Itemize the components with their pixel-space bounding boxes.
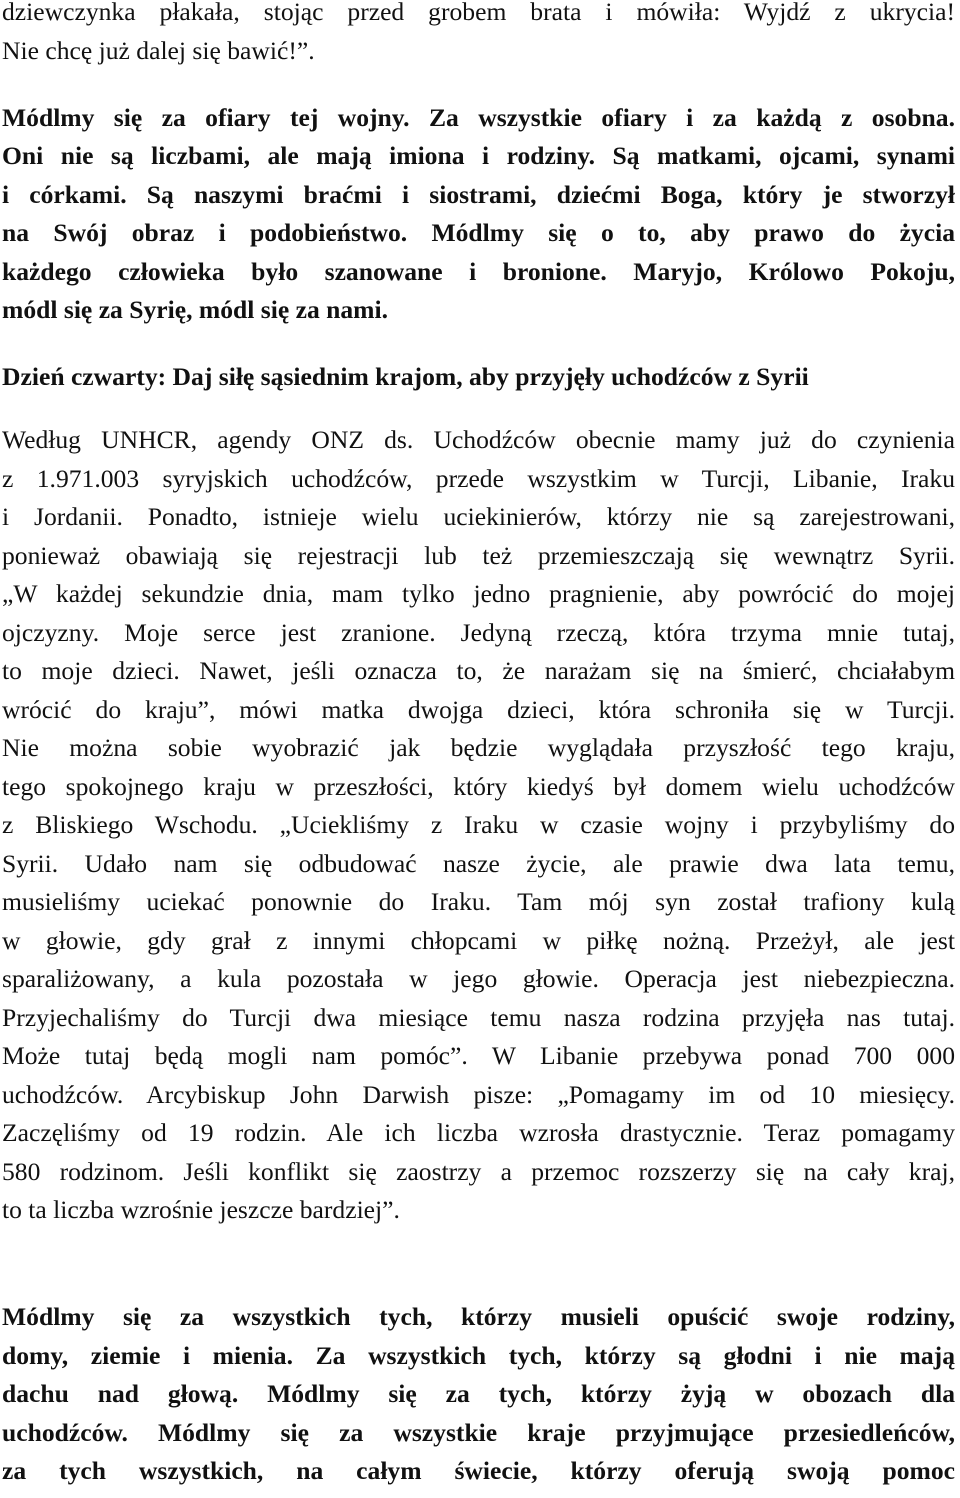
text-line: w głowie, gdy grał z innymi chłopcami w piłkę nożną. Przeżył, ale jest	[2, 926, 955, 955]
text-line: i córkami. Są naszymi braćmi i siostrami, dziećmi Boga, który je stworzył	[2, 180, 955, 209]
text-line: uchodźców. Módlmy się za wszystkie kraje przyjmujące przesiedleńców,	[2, 1418, 955, 1447]
text-line: sparaliżowany, a kula pozostała w jego głowie. Operacja jest niebezpieczna.	[2, 964, 955, 993]
text-line: tego spokojnego kraju w przeszłości, który kiedyś był domem wielu uchodźców	[2, 772, 955, 801]
text-line: Módlmy się za ofiary tej wojny. Za wszystkie ofiary i za każdą z osobna.	[2, 103, 955, 132]
section-heading: Dzień czwarty: Daj siłę sąsiednim krajom, aby przyjęły uchodźców z Syrii	[2, 362, 809, 391]
text-line: 580 rodzinom. Jeśli konflikt się zaostrzy a przemoc rozszerzy się na cały kraj,	[2, 1157, 955, 1186]
text-line: Syrii. Udało nam się odbudować nasze życie, ale prawie dwa lata temu,	[2, 849, 955, 878]
text-line: to moje dzieci. Nawet, jeśli oznacza to, że narażam się na śmierć, chciałabym	[2, 656, 955, 685]
text-line: Zaczęliśmy od 19 rodzin. Ale ich liczba wzrosła drastycznie. Teraz pomagamy	[2, 1118, 955, 1147]
text-line: ponieważ obawiają się rejestracji lub też przemieszczają się wewnątrz Syrii.	[2, 541, 955, 570]
text-line: na Swój obraz i podobieństwo. Módlmy się o to, aby prawo do życia	[2, 218, 955, 247]
text-line: i Jordanii. Ponadto, istnieje wielu uciekinierów, którzy nie są zarejestrowani,	[2, 502, 955, 531]
text-line: ojczyzny. Moje serce jest zranione. Jedyną rzeczą, która trzyma mnie tutaj,	[2, 618, 955, 647]
text-line: to ta liczba wzrośnie jeszcze bardziej”.	[2, 1195, 400, 1224]
text-line: „W każdej sekundzie dnia, mam tylko jedno pragnienie, aby powrócić do mojej	[2, 579, 955, 608]
text-line: Nie można sobie wyobrazić jak będzie wyglądała przyszłość tego kraju,	[2, 733, 955, 762]
text-line: z Bliskiego Wschodu. „Uciekliśmy z Iraku w czasie wojny i przybyliśmy do	[2, 810, 955, 839]
text-line: dachu nad głową. Módlmy się za tych, którzy żyją w obozach dla	[2, 1379, 955, 1408]
text-line: Według UNHCR, agendy ONZ ds. Uchodźców obecnie mamy już do czynienia	[2, 425, 955, 454]
text-line: uchodźców. Arcybiskup John Darwish pisze: „Pomagamy im od 10 miesięcy.	[2, 1080, 955, 1109]
text-line: z 1.971.003 syryjskich uchodźców, przede wszystkim w Turcji, Libanie, Iraku	[2, 464, 955, 493]
text-line: każdego człowieka było szanowane i bronione. Maryjo, Królowo Pokoju,	[2, 257, 955, 286]
text-line: musieliśmy uciekać ponownie do Iraku. Tam mój syn został trafiony kulą	[2, 887, 955, 916]
text-line: Może tutaj będą mogli nam pomóc”. W Libanie przebywa ponad 700 000	[2, 1041, 955, 1070]
text-line: domy, ziemie i mienia. Za wszystkich tych, którzy są głodni i nie mają	[2, 1341, 955, 1370]
text-line: Oni nie są liczbami, ale mają imiona i rodziny. Są matkami, ojcami, synami	[2, 141, 955, 170]
text-line: módl się za Syrię, módl się za nami.	[2, 295, 389, 324]
text-line: wrócić do kraju”, mówi matka dwojga dzieci, która schroniła się w Turcji.	[2, 695, 955, 724]
text-line: Przyjechaliśmy do Turcji dwa miesiące temu nasza rodzina przyjęła nas tutaj.	[2, 1003, 955, 1032]
text-line: za tych wszystkich, na całym świecie, którzy oferują swoją pomoc	[2, 1456, 955, 1485]
text-line: dziewczynka płakała, stojąc przed grobem brata i mówiła: Wyjdź z ukrycia!	[2, 0, 955, 26]
text-line: Módlmy się za wszystkich tych, którzy musieli opuścić swoje rodziny,	[2, 1302, 955, 1331]
text-line: Nie chcę już dalej się bawić!”.	[2, 36, 315, 65]
